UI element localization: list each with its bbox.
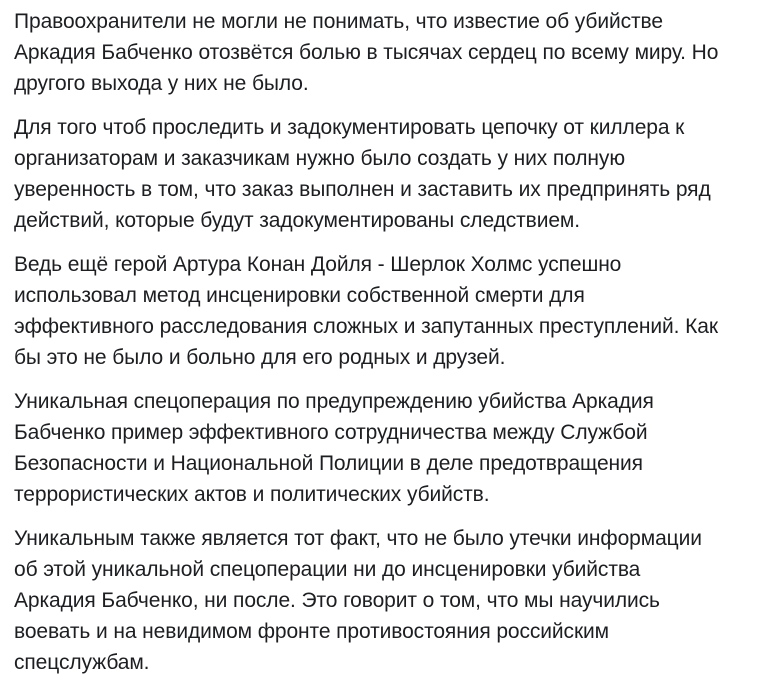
post-paragraph-2: Для того чтоб проследить и задокументировать цепочку от киллера к организаторам и заказчикам нужно было создать у них полную уверенность в том, что заказ выполнен и заставить их предпринять ряд действий, которые будут задокументированы следствием. — [14, 116, 711, 232]
post-body — [14, 6, 762, 678]
post-paragraph-5: Уникальным также является тот факт, что не было утечки информации об этой уникальной спецоперации ни до инсценировки убийства Аркадия Бабченко, ни после. Это говорит о том, что мы научились воевать и на невидимом фронте противостояния российским спецслужбам. — [14, 527, 702, 674]
post-paragraph-3: Ведь ещё герой Артура Конан Дойля - Шерлок Холмс успешно использовал метод инсценировки собственной смерти для эффективного расследования сложных и запутанных преступлений. Как бы это не было и больно для его родных и друзей. — [14, 253, 718, 369]
post-paragraph-1: Правоохранители не могли не понимать, что известие об убийстве Аркадия Бабченко отозвётся болью в тысячах сердец по всему миру. Но другого выхода у них не было. — [14, 10, 719, 95]
post-paragraph-4: Уникальная спецоперация по предупреждению убийства Аркадия Бабченко пример эффективного сотрудничества между Службой Безопасности и Национальной Полиции в деле предотвращения террористических актов и политических убийств. — [14, 390, 654, 506]
